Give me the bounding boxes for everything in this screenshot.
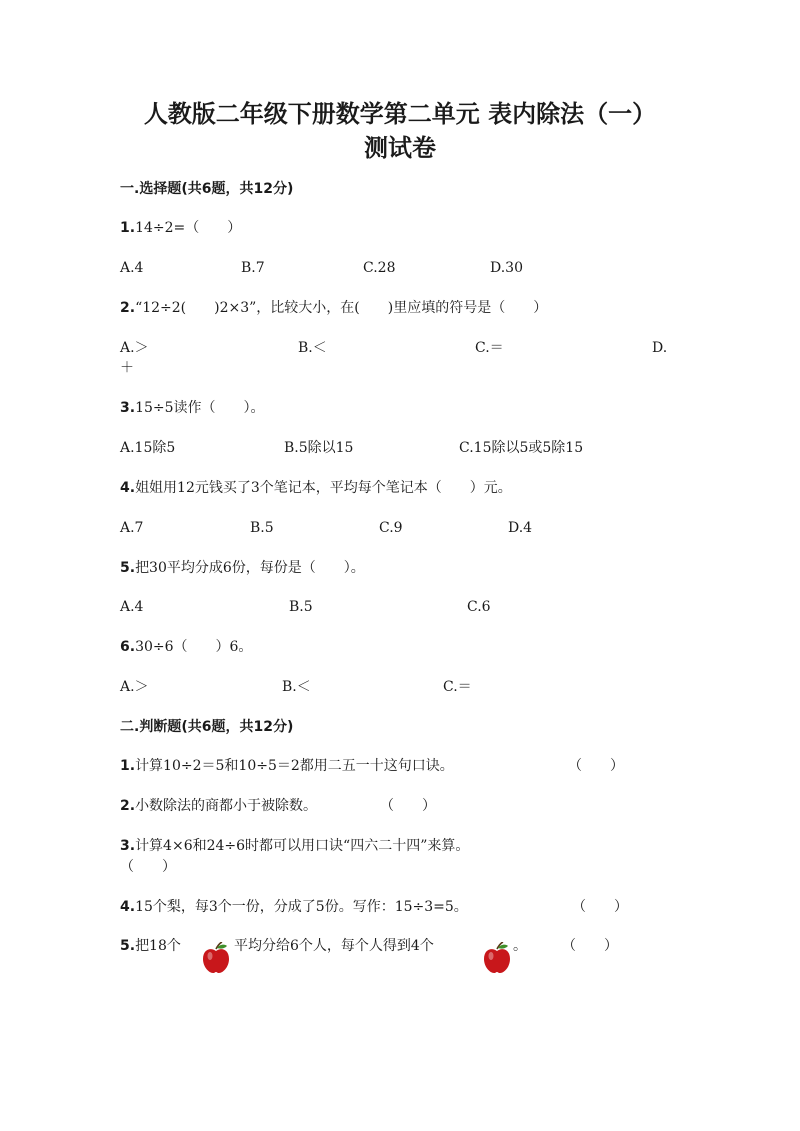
question-6 [120,638,252,656]
question-text: 计算10÷2＝5和10÷5＝2都用二五一十这句口诀。 [135,758,454,774]
judge-question-4 [120,898,468,916]
question-number: 2. [120,300,136,316]
option-a: A.＞ [120,679,149,695]
judge-question-1 [120,757,454,775]
question-number: 2. [120,798,136,814]
option-b: B.5 [289,599,313,615]
question-5 [120,559,365,577]
question-number: 4. [120,480,136,496]
option-b: B.＜ [282,679,311,695]
section-heading-judge: 二.判断题(共6题，共12分) [120,719,294,735]
question-text: 把18个 [135,938,181,954]
question-number: 3. [120,838,136,854]
question-text: 把30平均分成6份，每份是（ ）。 [135,560,365,576]
question-text: 30÷6（ ）6。 [135,639,253,655]
judge-question-5-part-c: 。 [513,938,527,954]
section-heading-choice: 一.选择题(共6题，共12分) [120,181,294,197]
question-text: 15个梨，每3个一份，分成了5份。写作：15÷3=5。 [135,899,468,915]
question-number: 6. [120,639,136,655]
option-a: A.＞ [120,340,149,356]
option-c: C.＝ [475,340,504,356]
question-1 [120,219,241,237]
question-text: 小数除法的商都小于被除数。 [135,798,318,814]
answer-paren: （ ） [562,938,618,954]
question-3 [120,399,265,417]
question-number: 4. [120,899,136,915]
answer-paren: （ ） [120,859,176,875]
judge-question-5-part-b: 平均分给6个人，每个人得到4个 [234,938,434,954]
option-a: A.15除5 [120,440,176,456]
option-c: C.9 [379,520,403,536]
question-number: 1. [120,758,136,774]
question-number: 5. [120,938,136,954]
option-d: D.4 [508,520,533,536]
option-b: B.7 [241,260,265,276]
judge-question-5-part-a [120,937,181,955]
option-d-value: ＋ [120,360,134,376]
question-text: 姐姐用12元钱买了3个笔记本，平均每个笔记本（ ）元。 [135,480,512,496]
question-text: 14÷2=（ ） [135,220,242,236]
judge-question-3 [120,837,469,855]
apple-icon [482,942,512,974]
option-b: B.5除以15 [284,440,354,456]
question-text: 计算4×6和24÷6时都可以用口诀“四六二十四”来算。 [135,838,470,854]
question-text: 15÷5读作（ ）。 [135,400,265,416]
option-d: D.30 [490,260,523,276]
option-a: A.4 [120,599,144,615]
option-c: C.15除以5或5除15 [459,440,584,456]
question-number: 5. [120,560,136,576]
option-c: C.6 [467,599,491,615]
judge-question-2 [120,797,317,815]
question-text: “12÷2( )2×3”，比较大小，在( )里应填的符号是（ ） [135,300,548,316]
option-c: C.28 [363,260,396,276]
answer-paren: （ ） [568,758,624,774]
page-subtitle: 测试卷 [364,134,436,162]
apple-icon [201,942,231,974]
question-2 [120,299,547,317]
answer-paren: （ ） [380,798,436,814]
question-4 [120,479,512,497]
question-number: 1. [120,220,136,236]
question-number: 3. [120,400,136,416]
option-b: B.5 [250,520,274,536]
option-a: A.4 [120,260,144,276]
option-b: B.＜ [298,340,327,356]
option-a: A.7 [120,520,144,536]
page-title: 人教版二年级下册数学第二单元 表内除法（一） [143,100,657,128]
option-d: D. [652,340,668,356]
answer-paren: （ ） [572,899,628,915]
option-c: C.＝ [443,679,472,695]
